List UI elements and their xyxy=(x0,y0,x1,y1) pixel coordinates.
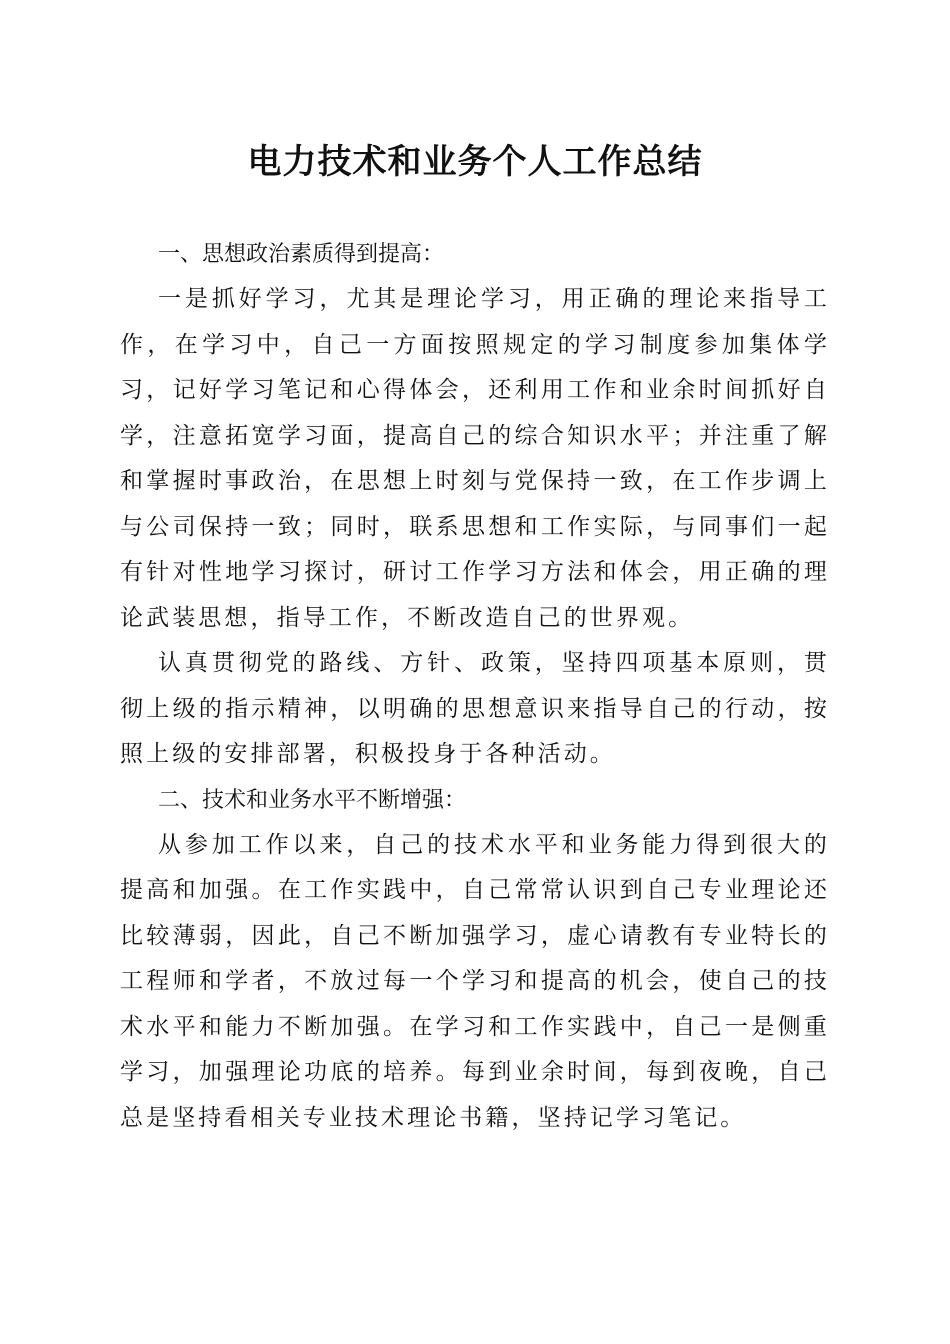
section-political-quality xyxy=(120,232,830,778)
document-page xyxy=(120,0,830,1141)
document-title: 电力技术和业务个人工作总结 xyxy=(247,142,703,182)
section-heading: 一、思想政治素质得到提高： xyxy=(158,242,445,267)
paragraph: 一是抓好学习，尤其是理论学习，用正确的理论来指导工作，在学习中，自己一方面按照规定的学习制度参加集体学习，记好学习笔记和心得体会，还利用工作和业余时间抓好自学，注意拓宽学习面，提高自己的综合知识水平；并注重了解和掌握时事政治，在思想上时刻与党保持一致，在工作步调上与公司保持一致；同时，联系思想和工作实际，与同事们一起有针对性地学习探讨，研讨工作学习方法和体会，用正确的理论武装思想，指导工作，不断改造自己的世界观。 xyxy=(120,286,830,631)
paragraph: 从参加工作以来，自己的技术水平和业务能力得到很大的提高和加强。在工作实践中，自己常常认识到自己专业理论还比较薄弱，因此，自己不断加强学习，虚心请教有专业特长的工程师和学者，不放过每一个学习和提高的机会，使自己的技术水平和能力不断加强。在学习和工作实践中，自己一是侧重学习，加强理论功底的培养。每到业余时间，每到夜晚，自己总是坚持看相关专业技术理论书籍，坚持记学习笔记。 xyxy=(120,831,830,1131)
paragraph: 认真贯彻党的路线、方针、政策，坚持四项基本原则，贯彻上级的指示精神，以明确的思想意识来指导自己的行动，按照上级的安排部署，积极投身于各种活动。 xyxy=(120,650,830,767)
section-technical-skills xyxy=(120,778,830,1142)
section-heading: 二、技术和业务水平不断增强： xyxy=(158,787,467,813)
